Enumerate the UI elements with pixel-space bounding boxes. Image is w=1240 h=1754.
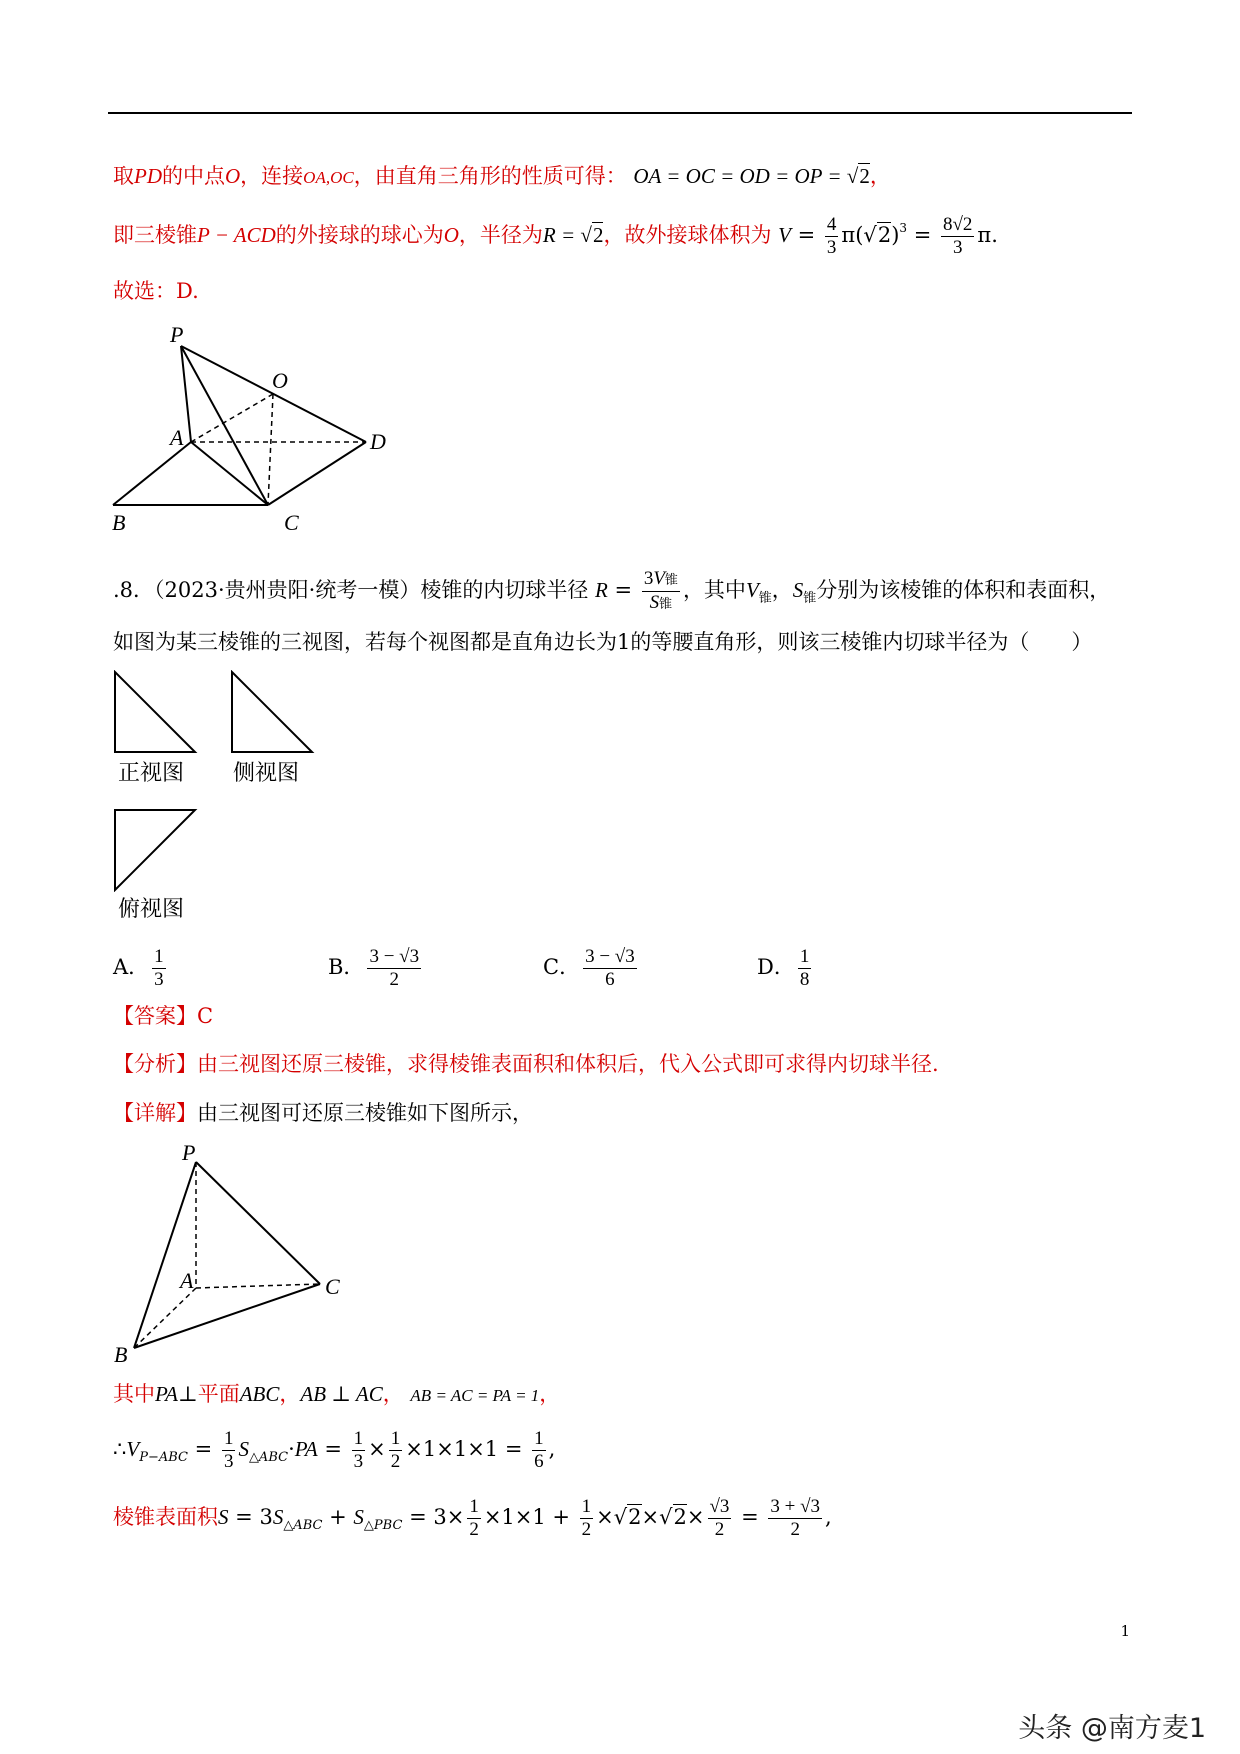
- label-A: A: [180, 1268, 194, 1293]
- solution-line-2: 即三棱锥P − ACD的外接球的球心为O，半径为R = √2，故外接球体积为 V = $\frac{4}{3}$ $\pi(√2)^3$ = $\frac{8√2}{3}$ π.: [113, 214, 998, 258]
- header-rule: [108, 112, 1132, 114]
- watermark: 头条 @南方麦1: [1018, 1713, 1206, 1744]
- question-line-2: 如图为某三棱锥的三视图，若每个视图都是直角边长为1的等腰直角形，则该三棱锥内切球半径为（ ）: [113, 630, 1093, 654]
- volume-formula: $\therefore V_{P-ABC}$ = $\frac{1}{3}$ $S_{\triangle ABC}\cdot PA$ = $\frac{1}{3}$ × $\frac{1}{2}$ ×1×1×1 = $\frac{1}{6}$ ,: [113, 1428, 556, 1472]
- label-A: A: [170, 425, 184, 450]
- question-line-1: .8．（2023·贵州贵阳·统考一模）棱锥的内切球半径 R = $\frac{\text{3V锥}}{\text{S锥}}$ ，其中$V_锥$，$S_锥$分别为该棱锥的体积和表面积，: [113, 568, 1111, 613]
- label-O: O: [272, 368, 288, 393]
- top-view-figure: [113, 808, 199, 892]
- detail-line: 【详解】由三视图可还原三棱锥如下图所示，: [113, 1101, 533, 1125]
- side-view-label: 侧视图: [233, 761, 300, 786]
- top-view-label: 俯视图: [118, 897, 185, 922]
- answer-line: 【答案】C: [113, 1004, 214, 1028]
- pyramid-figure-1: [108, 320, 408, 540]
- front-view-label: 正视图: [118, 761, 185, 786]
- label-C: C: [325, 1274, 340, 1299]
- question-number: .8．: [113, 578, 155, 602]
- page-number: 1: [1120, 1622, 1130, 1640]
- side-view-figure: [230, 670, 316, 754]
- option-d[interactable]: D． $\frac{1}{8}$: [757, 946, 810, 990]
- label-C: C: [284, 510, 299, 535]
- label-B: B: [112, 510, 126, 535]
- option-c[interactable]: C． $\frac{3 - √3}{6}$: [543, 946, 635, 990]
- label-P: P: [182, 1140, 196, 1165]
- surface-formula: 棱锥表面积$S = 3S_{\triangle ABC} + S_{\triangle PBC} = 3\times$ $\frac{1}{2}$ ×1×1 + $\frac{1}{2}$ ×√2×√2× $\frac{√3}{2}$ = $\frac{3 + √3}{2}$ ,: [113, 1496, 832, 1540]
- pyramid-figure-2: [108, 1140, 368, 1370]
- question-source: （2023·贵州贵阳·统考一模）: [154, 578, 421, 602]
- solution-conclusion: 故选：D.: [113, 279, 199, 303]
- solution-line-1: 取PD的中点O，连接OA,OC，由直角三角形的性质可得： OA = OC = OD = OP = √2，: [113, 164, 891, 188]
- option-b[interactable]: B． $\frac{3 - √3}{2}$: [328, 946, 420, 990]
- option-a[interactable]: A． $\frac{1}{3}$: [113, 946, 164, 990]
- front-view-figure: [113, 670, 199, 754]
- label-D: D: [370, 429, 386, 454]
- analysis-line: 【分析】由三视图还原三棱锥，求得棱锥表面积和体积后，代入公式即可求得内切球半径.: [113, 1052, 939, 1076]
- condition-line: 其中PA⊥平面ABC，AB ⊥ AC， AB = AC = PA = 1，: [113, 1382, 561, 1406]
- label-P: P: [170, 322, 184, 347]
- label-B: B: [114, 1342, 128, 1367]
